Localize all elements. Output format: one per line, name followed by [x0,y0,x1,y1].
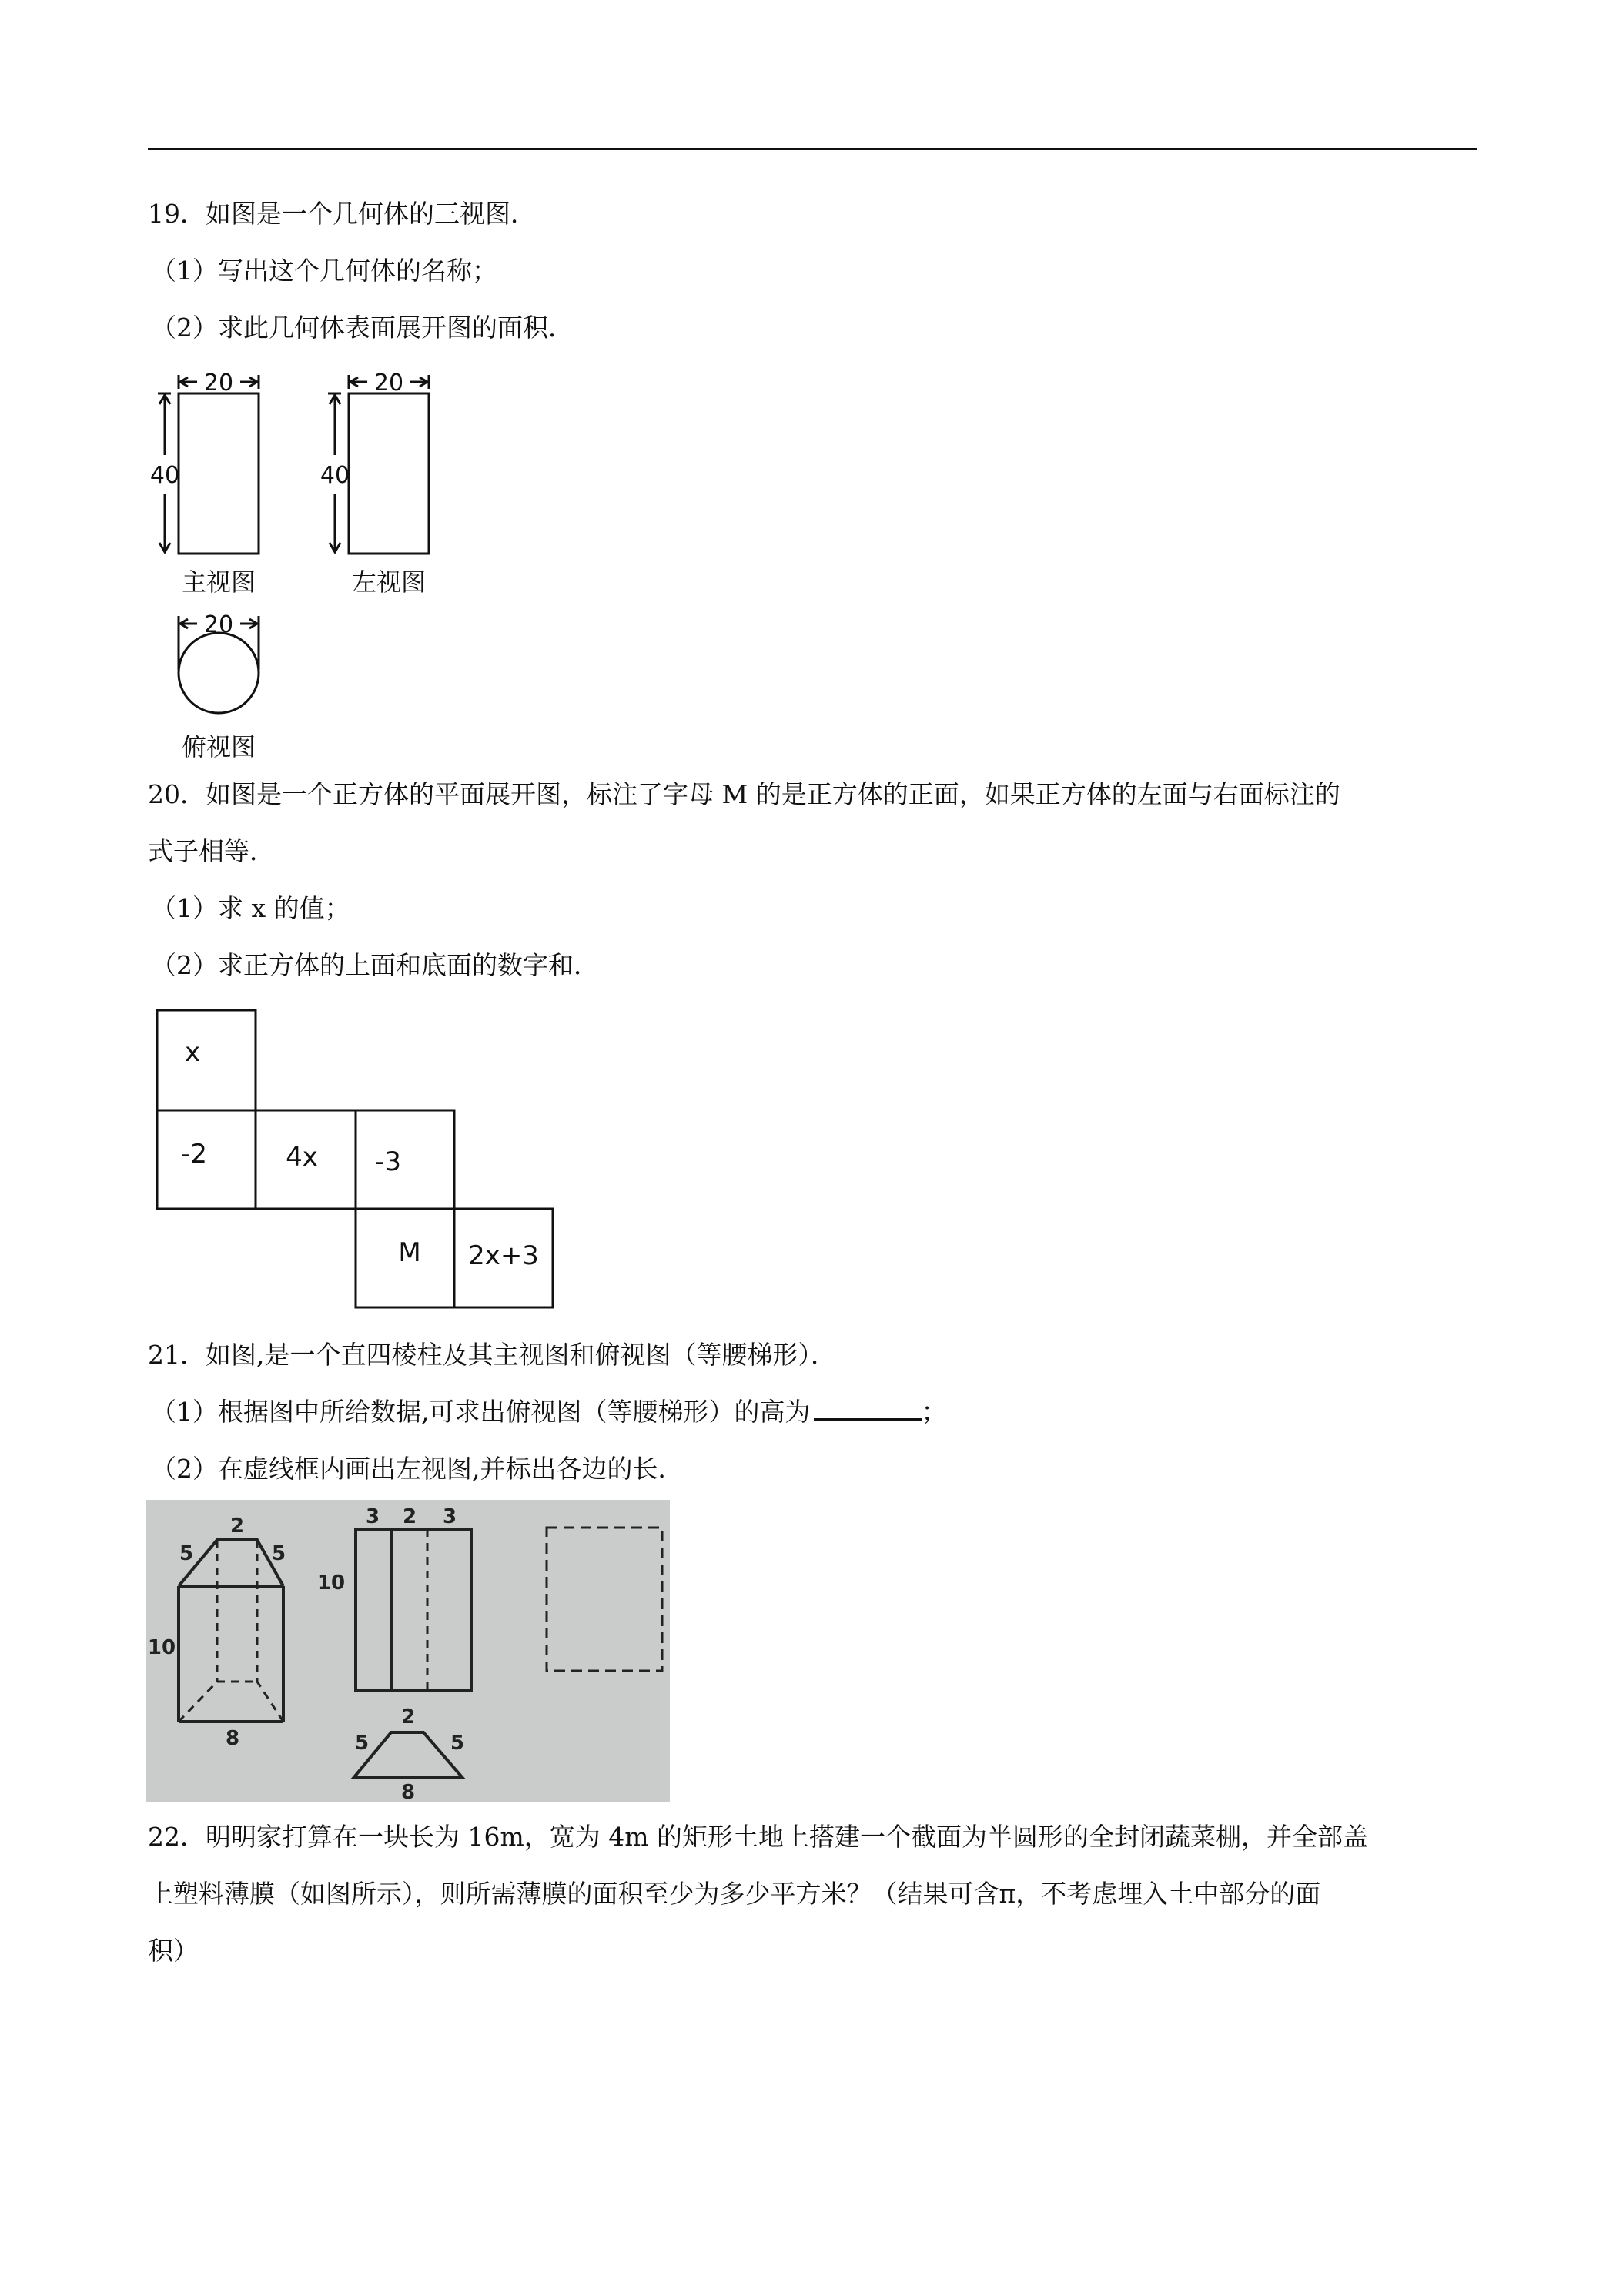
q19-three-views-figure [146,358,454,770]
front-height-label: 10 [316,1571,346,1595]
net-label-neg3: -3 [375,1146,401,1177]
q20-stem-line2: 式子相等． [148,836,275,866]
prism-top-label: 2 [229,1514,245,1538]
net-label-M: M [398,1237,421,1268]
net-label-2x3: 2x+3 [468,1240,539,1271]
front-view-rect [179,393,259,554]
q19-part1: （1）写出这个几何体的名称； [151,256,497,286]
q21-part1 [151,1397,947,1427]
trap-top-label: 2 [400,1705,416,1729]
q21-part2: （2）在虚线框内画出左视图,并标出各边的长． [151,1454,684,1484]
answer-blank [814,1398,922,1421]
front-w2-label: 2 [402,1505,417,1528]
side-height-label: 40 [320,462,350,489]
q19-part2: （2）求此几何体表面展开图的面积． [151,313,574,343]
front-width-label: 20 [203,370,234,397]
q20-cube-net-figure [154,1007,562,1315]
side-width-label: 20 [373,370,404,397]
net-cell-x [157,1010,256,1110]
prism-right-label: 5 [271,1542,286,1565]
q21-drawing [146,1500,670,1802]
trap-right-label: 5 [450,1732,465,1755]
header-rule [148,148,1477,150]
net-label-4x: 4x [286,1142,318,1173]
q22-line2: 上塑料薄膜（如图所示），则所需薄膜的面积至少为多少平方米？（结果可含π，不考虑埋入土中部分的面 [148,1879,1321,1909]
front-height-label: 40 [149,462,180,489]
front-w3-label: 3 [442,1505,457,1528]
net-label-neg2: -2 [181,1139,207,1170]
q22-line1: 22．明明家打算在一块长为 16m，宽为 4m 的矩形土地上搭建一个截面为半圆形的全封闭蔬菜棚，并全部盖 [148,1822,1369,1852]
net-label-x: x [184,1037,201,1068]
top-width-label: 20 [203,611,234,638]
top-caption: 俯视图 [181,732,256,761]
trap-left-label: 5 [354,1732,370,1755]
q21-stem: 21．如图,是一个直四棱柱及其主视图和俯视图（等腰梯形）． [148,1340,836,1370]
q20-stem-line1: 20．如图是一个正方体的平面展开图，标注了字母 M 的是正方体的正面，如果正方体的左面与右面标注的 [148,779,1340,809]
net-cell-neg3 [356,1110,454,1209]
q21-photo-figure [146,1500,670,1802]
q20-part2: （2）求正方体的上面和底面的数字和． [151,950,599,980]
prism-left-label: 5 [179,1542,194,1565]
q20-part1: （1）求 x 的值； [151,893,350,923]
prism-bottom-label: 8 [225,1727,240,1750]
q21-part1-text: （1）根据图中所给数据,可求出俯视图（等腰梯形）的高为 [151,1397,811,1427]
prism-height-label: 10 [147,1636,176,1659]
q22-line3: 积） [148,1936,199,1966]
side-view-rect [349,393,429,554]
side-caption: 左视图 [351,567,427,597]
top-view-circle [179,633,259,713]
trap-bottom-label: 8 [400,1781,416,1802]
q19-stem: 19．如图是一个几何体的三视图． [148,199,536,229]
front-caption: 主视图 [181,567,256,597]
q21-part1-end: ； [921,1397,947,1427]
front-w1-label: 3 [365,1505,380,1528]
